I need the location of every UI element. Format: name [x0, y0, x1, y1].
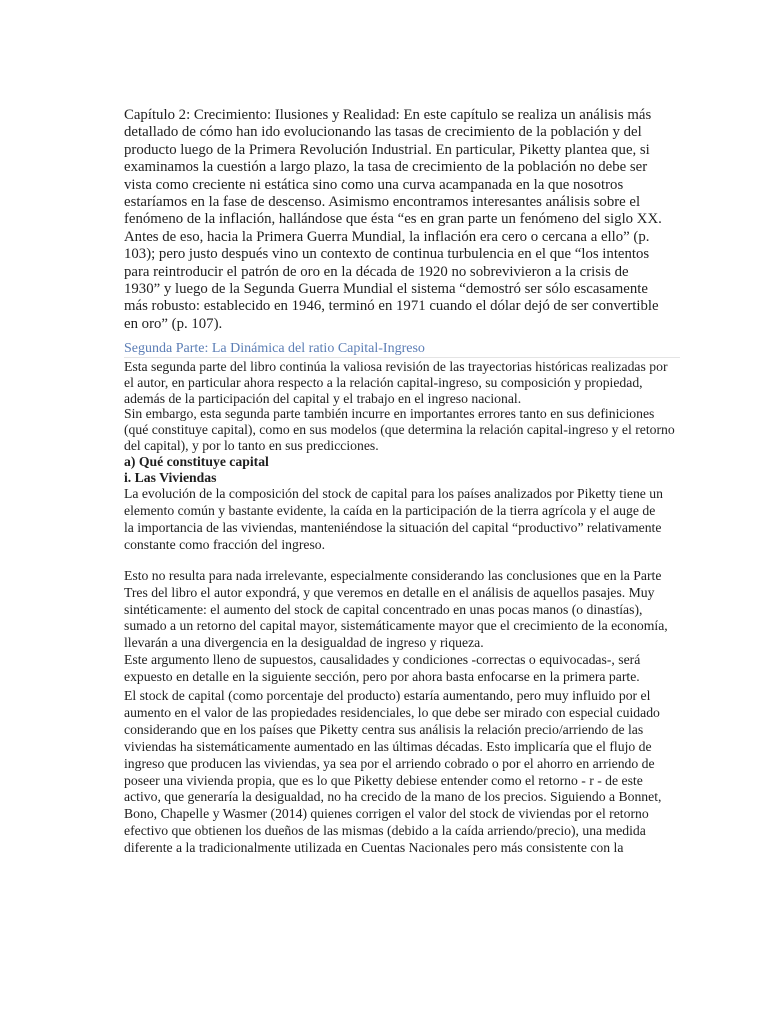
subheading-i: i. Las Viviendas [124, 469, 217, 485]
stock-paragraph: El stock de capital (como porcentaje del producto) estaría aumentando, pero muy influido por el aumento en el valor de las propiedades residenciales, lo que debe ser mirado con especial cuidado considerando que en los países que Piketty centra sus análisis la relación precio/arriendo de las viviendas ha sistemáticamente aumentado en las últimas décadas. Esto implicaría que el flujo de ingreso que producen las viviendas, ya sea por el arriendo cobrado o por el ahorro en arriendo de poseer una vivienda propia, que es lo que Piketty debiese entender como el retorno - r - de este activo, que generaría la desigualdad, no ha crecido de la mano de los precios. Siguiendo a Bonnet, Bono, Chapelle y Wasmer (2014) quienes corrigen el valor del stock de viviendas por el retorno efectivo que obtienen los dueños de las mismas (debido a la caída arriendo/precio), una medida diferente a la tradicionalmente utilizada en Cuentas Nacionales pero más consistente con la [124, 688, 662, 856]
irrelevante-block [124, 568, 674, 686]
viviendas-paragraph: La evolución de la composición del stock de capital para los países analizados por Piketty tiene un elemento común y bastante evidente, la caída en la participación de la tierra agrícola y el auge de la importancia de las viviendas, manteniéndose la situación del capital “productivo” relativamente constante como fracción del ingreso. [124, 486, 663, 552]
heading-divider [124, 357, 680, 358]
subheading-a: a) Qué constituye capital [124, 453, 269, 469]
section2-body [124, 359, 680, 485]
argumento-paragraph: Este argumento lleno de supuestos, causalidades y condiciones -correctas o equivocadas-, será expuesto en detalle en la siguiente sección, pero por ahora basta enfocarse en la primera parte. [124, 651, 641, 684]
chapter2-paragraph: Capítulo 2: Crecimiento: Ilusiones y Realidad: En este capítulo se realiza un análisis más detallado de cómo han ido evolucionando las tasas de crecimiento de la población y del producto luego de la Primera Revolución Industrial. En particular, Piketty plantea que, si examinamos la cuestión a largo plazo, la tasa de crecimiento de la población no debe ser vista como creciente ni estática sino como una curva acampanada en la que nosotros estaríamos en la fase de descenso. Asimismo encontramos interesantes análisis sobre el fenómeno de la inflación, hallándose que ésta “es en gran parte un fenómeno del siglo XX. Antes de eso, hacia la Primera Guerra Mundial, la inflación era cero o cercana a ello” (p. 103); pero justo después vino un contexto de continua turbulencia en el que “los intentos para reintroducir el patrón de oro en la década de 1920 no sobrevivieron a la crisis de 1930” y luego de la Segunda Guerra Mundial el sistema “demostró ser sólo escasamente más robusto: establecido en 1946, terminó en 1971 cuando el dólar dejó de ser convertible en oro” (p. 107). [124, 107, 662, 332]
section2-intro: Esta segunda parte del libro continúa la valiosa revisión de las trayectorias históricas realizadas por el autor, en particular ahora respecto a la relación capital-ingreso, su composición y propiedad, además de la participación del capital y el trabajo en el ingreso nacional. [124, 359, 668, 406]
irrelevante-paragraph: Esto no resulta para nada irrelevante, especialmente considerando las conclusiones que en la Parte Tres del libro el autor expondrá, y que veremos en detalle en el análisis de aquellos pasajes. Muy sintéticamente: el aumento del stock de capital concentrado en unas pocas manos (o dinastías), sumado a un retorno del capital mayor, sistemáticamente mayor que el crecimiento de la economía, llevarán a una divergencia en la desigualdad de ingreso y riqueza. [124, 568, 668, 651]
section2-errors: Sin embargo, esta segunda parte también incurre en importantes errores tanto en sus definiciones (qué constituye capital), como en sus modelos (que determina la relación capital-ingreso y el retorno del capital), y por lo tanto en sus predicciones. [124, 406, 675, 453]
section2-heading: Segunda Parte: La Dinámica del ratio Capital-Ingreso [124, 341, 425, 356]
